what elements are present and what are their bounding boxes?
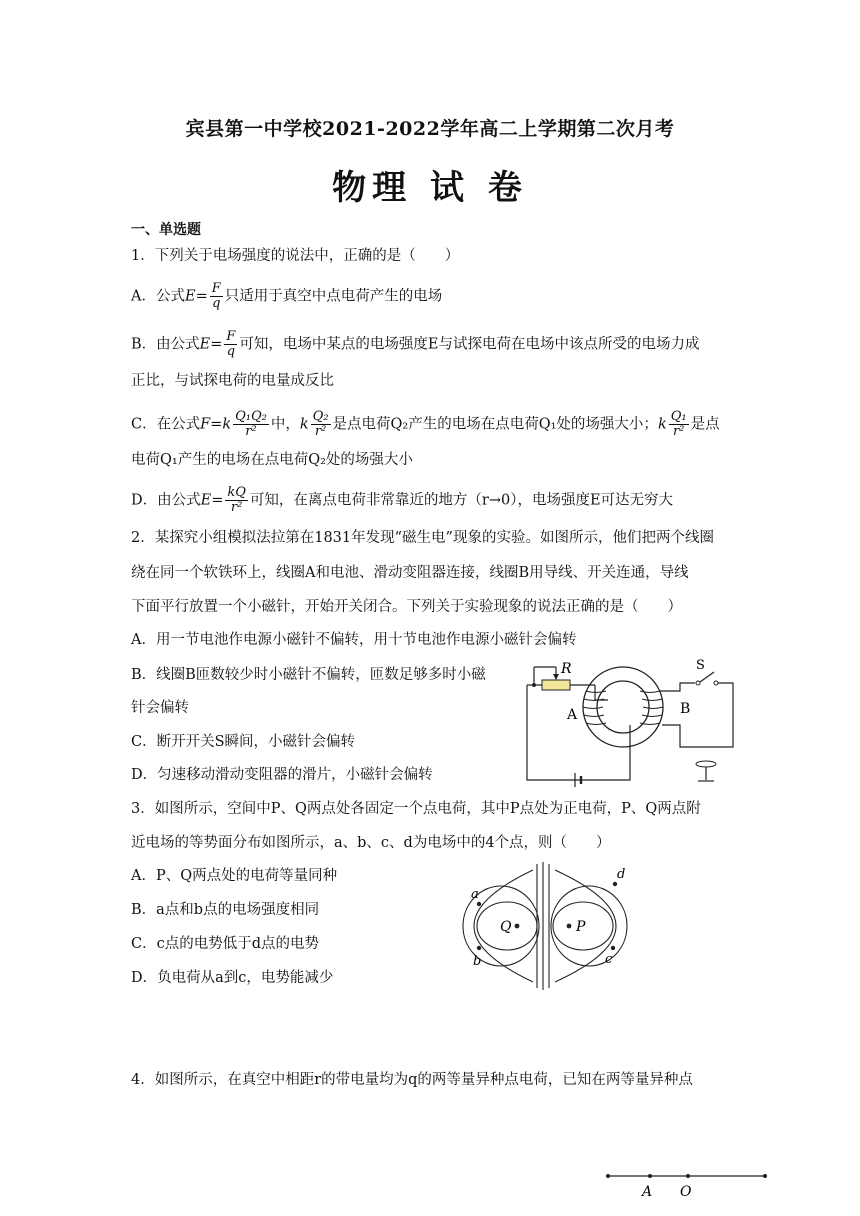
q3-option-b: B．a点和b点的电场强度相同 [131,902,320,918]
q1-c-mid1: 中， [270,416,300,433]
frac-num: Q₂ [312,409,329,424]
section-heading: 一、单选题 [131,222,201,238]
q3-option-d: D．负电荷从a到c，电势能减少 [131,970,334,986]
label-o: O [680,1184,692,1200]
q4-figure [600,1166,775,1206]
frac-den: q [226,344,236,359]
label-a: A [567,707,578,723]
frac-den: q [212,296,221,311]
school-title: 宾县第一中学校2021-2022学年高二上学期第二次月考 [185,118,675,140]
q1-a-e: E= [184,288,208,305]
label-s: S [696,658,705,673]
frac-den: r² [245,424,257,439]
label-p: P [576,919,586,935]
label-r: R [561,661,572,677]
label-b: b [473,954,482,969]
label-a: a [471,887,479,902]
q2-line1: 2．某探究小组模拟法拉第在1831年发现“磁生电”现象的实验。如图所示，他们把两个线圈 [131,530,714,546]
frac-num: F [211,281,221,296]
q1-c-frac1 [233,410,269,439]
q2-option-b-continued: 针会偏转 [131,700,189,716]
q1-b-prefix: B．由公式 [131,336,200,353]
q1-option-b [131,330,700,359]
q1-option-d [131,486,673,515]
q2-option-d: D．匀速移动滑动变阻器的滑片，小磁针会偏转 [131,767,433,783]
label-a: A [642,1184,653,1200]
q2-line3: 下面平行放置一个小磁针，开始开关闭合。下列关于实验现象的说法正确的是（ ） [131,599,682,615]
q3-line2: 近电场的等势面分布如图所示，a、b、c、d为电场中的4个点，则（ ） [131,835,611,851]
q4-line1: 4．如图所示，在真空中相距r的带电量均为q的两等量异种点电荷，已知在两等量异种点 [131,1072,693,1088]
q3-line1: 3．如图所示，空间中P、Q两点处各固定一个点电荷，其中P点处为正电荷，P、Q两点附 [131,801,701,817]
label-d: d [617,867,626,882]
q1-a-prefix: A．公式 [131,288,185,305]
frac-num: F [226,329,236,344]
q1-c-mid3: 是点 [690,416,720,433]
q1-stem: 1．下列关于电场强度的说法中，正确的是（ ） [131,248,460,264]
frac-den: r² [314,424,327,439]
q2-option-b: B．线圈B匝数较少时小磁针不偏转，匝数足够多时小磁 [131,667,486,683]
q2-circuit-figure [520,655,745,790]
q1-c-mid2: 是点电荷Q₂产生的电场在点电荷Q₁处的场强大小； [332,416,658,433]
q1-c-k1: k [299,416,309,433]
q1-c-frac3 [669,410,689,439]
label-q: Q [500,919,512,935]
q3-equipotential-figure [445,862,685,990]
q1-option-a [131,282,442,311]
q1-b-continued: 正比，与试探电荷的电量成反比 [131,373,334,389]
q1-d-e: E= [200,492,224,509]
q1-option-c [131,410,720,439]
q2-option-a: A．用一节电池作电源小磁针不偏转，用十节电池作电源小磁针会偏转 [131,632,577,648]
exam-title: 物理 试 卷 [332,168,528,208]
q2-option-c: C．断开开关S瞬间，小磁针会偏转 [131,734,356,750]
frac-num: kQ [227,485,246,500]
q1-c-frac2 [311,410,331,439]
q3-option-a: A．P、Q两点处的电荷等量同种 [131,868,338,884]
q1-b-e: E= [199,336,223,353]
q3-option-c: C．c点的电势低于d点的电势 [131,936,319,952]
q1-d-prefix: D．由公式 [131,492,201,509]
q1-a-frac [210,282,223,311]
q1-d-suffix: 可知，在离点电荷非常靠近的地方（r→0），电场强度E可达无穷大 [249,492,674,509]
q1-c-k2: k [657,416,667,433]
frac-num: Q₁ [670,409,687,424]
q1-c-f: F=k [200,416,232,433]
label-b: B [680,701,691,717]
q1-b-frac [224,330,237,359]
q2-line2: 绕在同一个软铁环上，线圈A和电池、滑动变阻器连接，线圈B用导线、开关连通，导线 [131,565,689,581]
q1-c-continued: 电荷Q₁产生的电场在点电荷Q₂处的场强大小 [131,452,413,468]
q1-b-suffix: 可知，电场中某点的电场强度E与试探电荷在电场中该点所受的电场力成 [239,336,700,353]
q1-c-prefix: C．在公式 [131,416,201,433]
frac-den: r² [230,500,243,515]
label-c: c [605,952,613,967]
q1-a-suffix: 只适用于真空中点电荷产生的电场 [224,288,443,305]
q1-d-frac [225,486,248,515]
frac-num: Q₁Q₂ [235,409,267,424]
frac-den: r² [672,424,685,439]
